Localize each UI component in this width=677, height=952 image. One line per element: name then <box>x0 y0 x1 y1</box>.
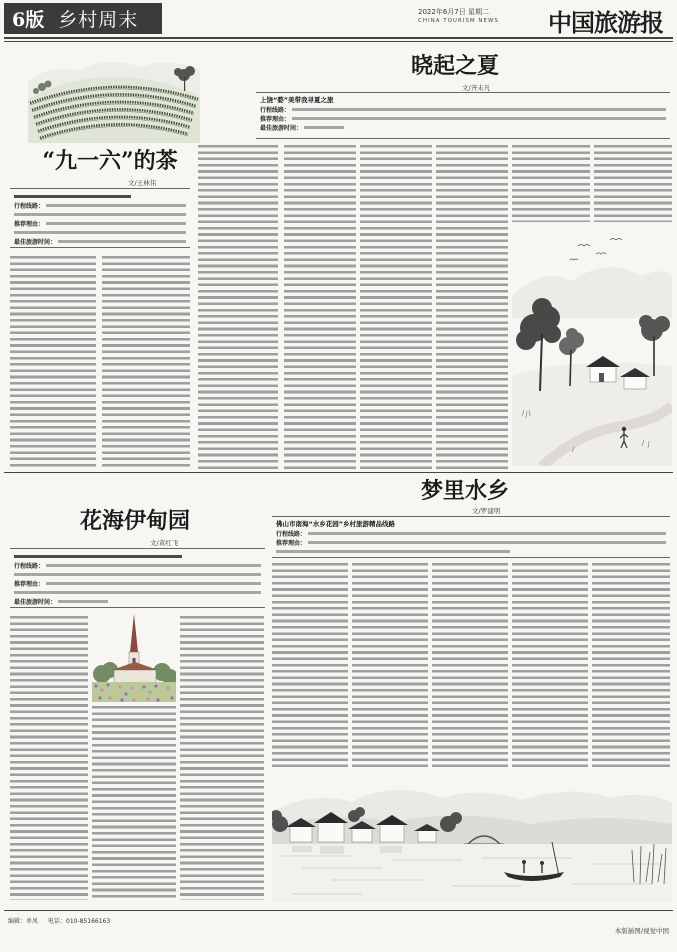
box-heading <box>14 192 186 201</box>
article-byline: 文/王林伟 <box>128 179 157 187</box>
body-text-column <box>10 616 88 900</box>
box-label: 最佳旅游时间： <box>14 599 57 606</box>
box-line <box>14 561 261 570</box>
body-text-column <box>512 563 588 767</box>
box-label: 行程线路： <box>14 203 45 210</box>
route-info-box <box>272 516 670 558</box>
tea-terrace-illustration <box>28 47 200 143</box>
route-info-box <box>10 548 265 608</box>
box-line <box>276 547 666 556</box>
box-line <box>260 105 666 114</box>
header-rule-thin <box>4 41 673 42</box>
box-line <box>14 219 186 228</box>
article-byline: 文/罗建明 <box>472 507 501 515</box>
body-text-column <box>592 563 670 767</box>
water-village-illustration <box>272 772 672 902</box>
box-line <box>14 579 261 588</box>
body-text-column <box>198 145 278 469</box>
box-line <box>260 123 666 132</box>
header-rule <box>4 37 673 39</box>
box-label: 最佳旅游时间： <box>260 125 303 132</box>
box-heading: 佛山市南海“水乡花园”乡村旅游精品线路 <box>276 520 396 528</box>
box-label: 最佳旅游时间： <box>14 239 57 246</box>
article-title: “九一六”的茶 <box>42 148 178 174</box>
box-line <box>14 597 261 606</box>
article-title: 晓起之夏 <box>410 53 499 79</box>
box-line <box>14 201 186 210</box>
newspaper-logo: 中国旅游报 <box>548 8 663 37</box>
footer-phone: 电话：010-85166163 <box>48 918 111 925</box>
article-title: 梦里水乡 <box>420 478 509 504</box>
article-byline: 文/黄红飞 <box>150 539 179 547</box>
box-line <box>276 529 666 538</box>
box-line <box>260 114 666 123</box>
route-info-box <box>10 188 190 248</box>
body-text-column <box>102 256 190 469</box>
box-line <box>14 570 261 579</box>
box-label: 推荐理由： <box>14 581 45 588</box>
body-text-column <box>180 616 264 900</box>
body-text-column <box>594 145 672 222</box>
church-flower-field-illustration <box>92 612 176 702</box>
box-label: 行程线路： <box>276 531 307 538</box>
box-label: 行程线路： <box>14 563 45 570</box>
body-text-column <box>352 563 428 767</box>
village-landscape-illustration <box>512 226 672 466</box>
issue-date: 2022年6月7日 星期二 <box>418 8 489 16</box>
section-masthead <box>4 3 162 34</box>
box-line <box>14 237 186 246</box>
box-label: 推荐理由： <box>276 540 307 547</box>
box-heading <box>14 552 261 561</box>
body-text-column <box>360 145 432 469</box>
body-text-column <box>436 145 508 469</box>
box-label: 行程线路： <box>260 107 291 114</box>
article-byline: 文/齐未凡 <box>462 84 491 92</box>
box-line <box>14 588 261 597</box>
box-heading: 上饶“婺”美带我寻夏之旅 <box>260 96 334 104</box>
box-label: 推荐理由： <box>14 221 45 228</box>
body-text-column <box>432 563 508 767</box>
route-info-box <box>256 92 670 139</box>
paper-english-name: CHINA TOURISM NEWS <box>418 18 499 24</box>
body-text-column <box>92 706 176 900</box>
box-line <box>14 228 186 237</box>
body-text-column <box>284 145 356 469</box>
body-text-column <box>512 145 590 222</box>
box-line <box>14 210 186 219</box>
footer-rule <box>4 910 673 911</box>
section-name: 乡村周末 <box>58 9 139 31</box>
box-line <box>276 538 666 547</box>
section-divider <box>4 472 673 473</box>
body-text-column <box>272 563 348 767</box>
footer-editor: 编辑：单凤 <box>8 918 39 925</box>
body-text-column <box>10 256 96 469</box>
article-title: 花海伊甸园 <box>79 508 190 534</box>
page-number: 6版 <box>12 9 45 31</box>
box-label: 推荐理由： <box>260 116 291 123</box>
illustration-credit: 本版插图/视觉中国 <box>614 927 669 935</box>
